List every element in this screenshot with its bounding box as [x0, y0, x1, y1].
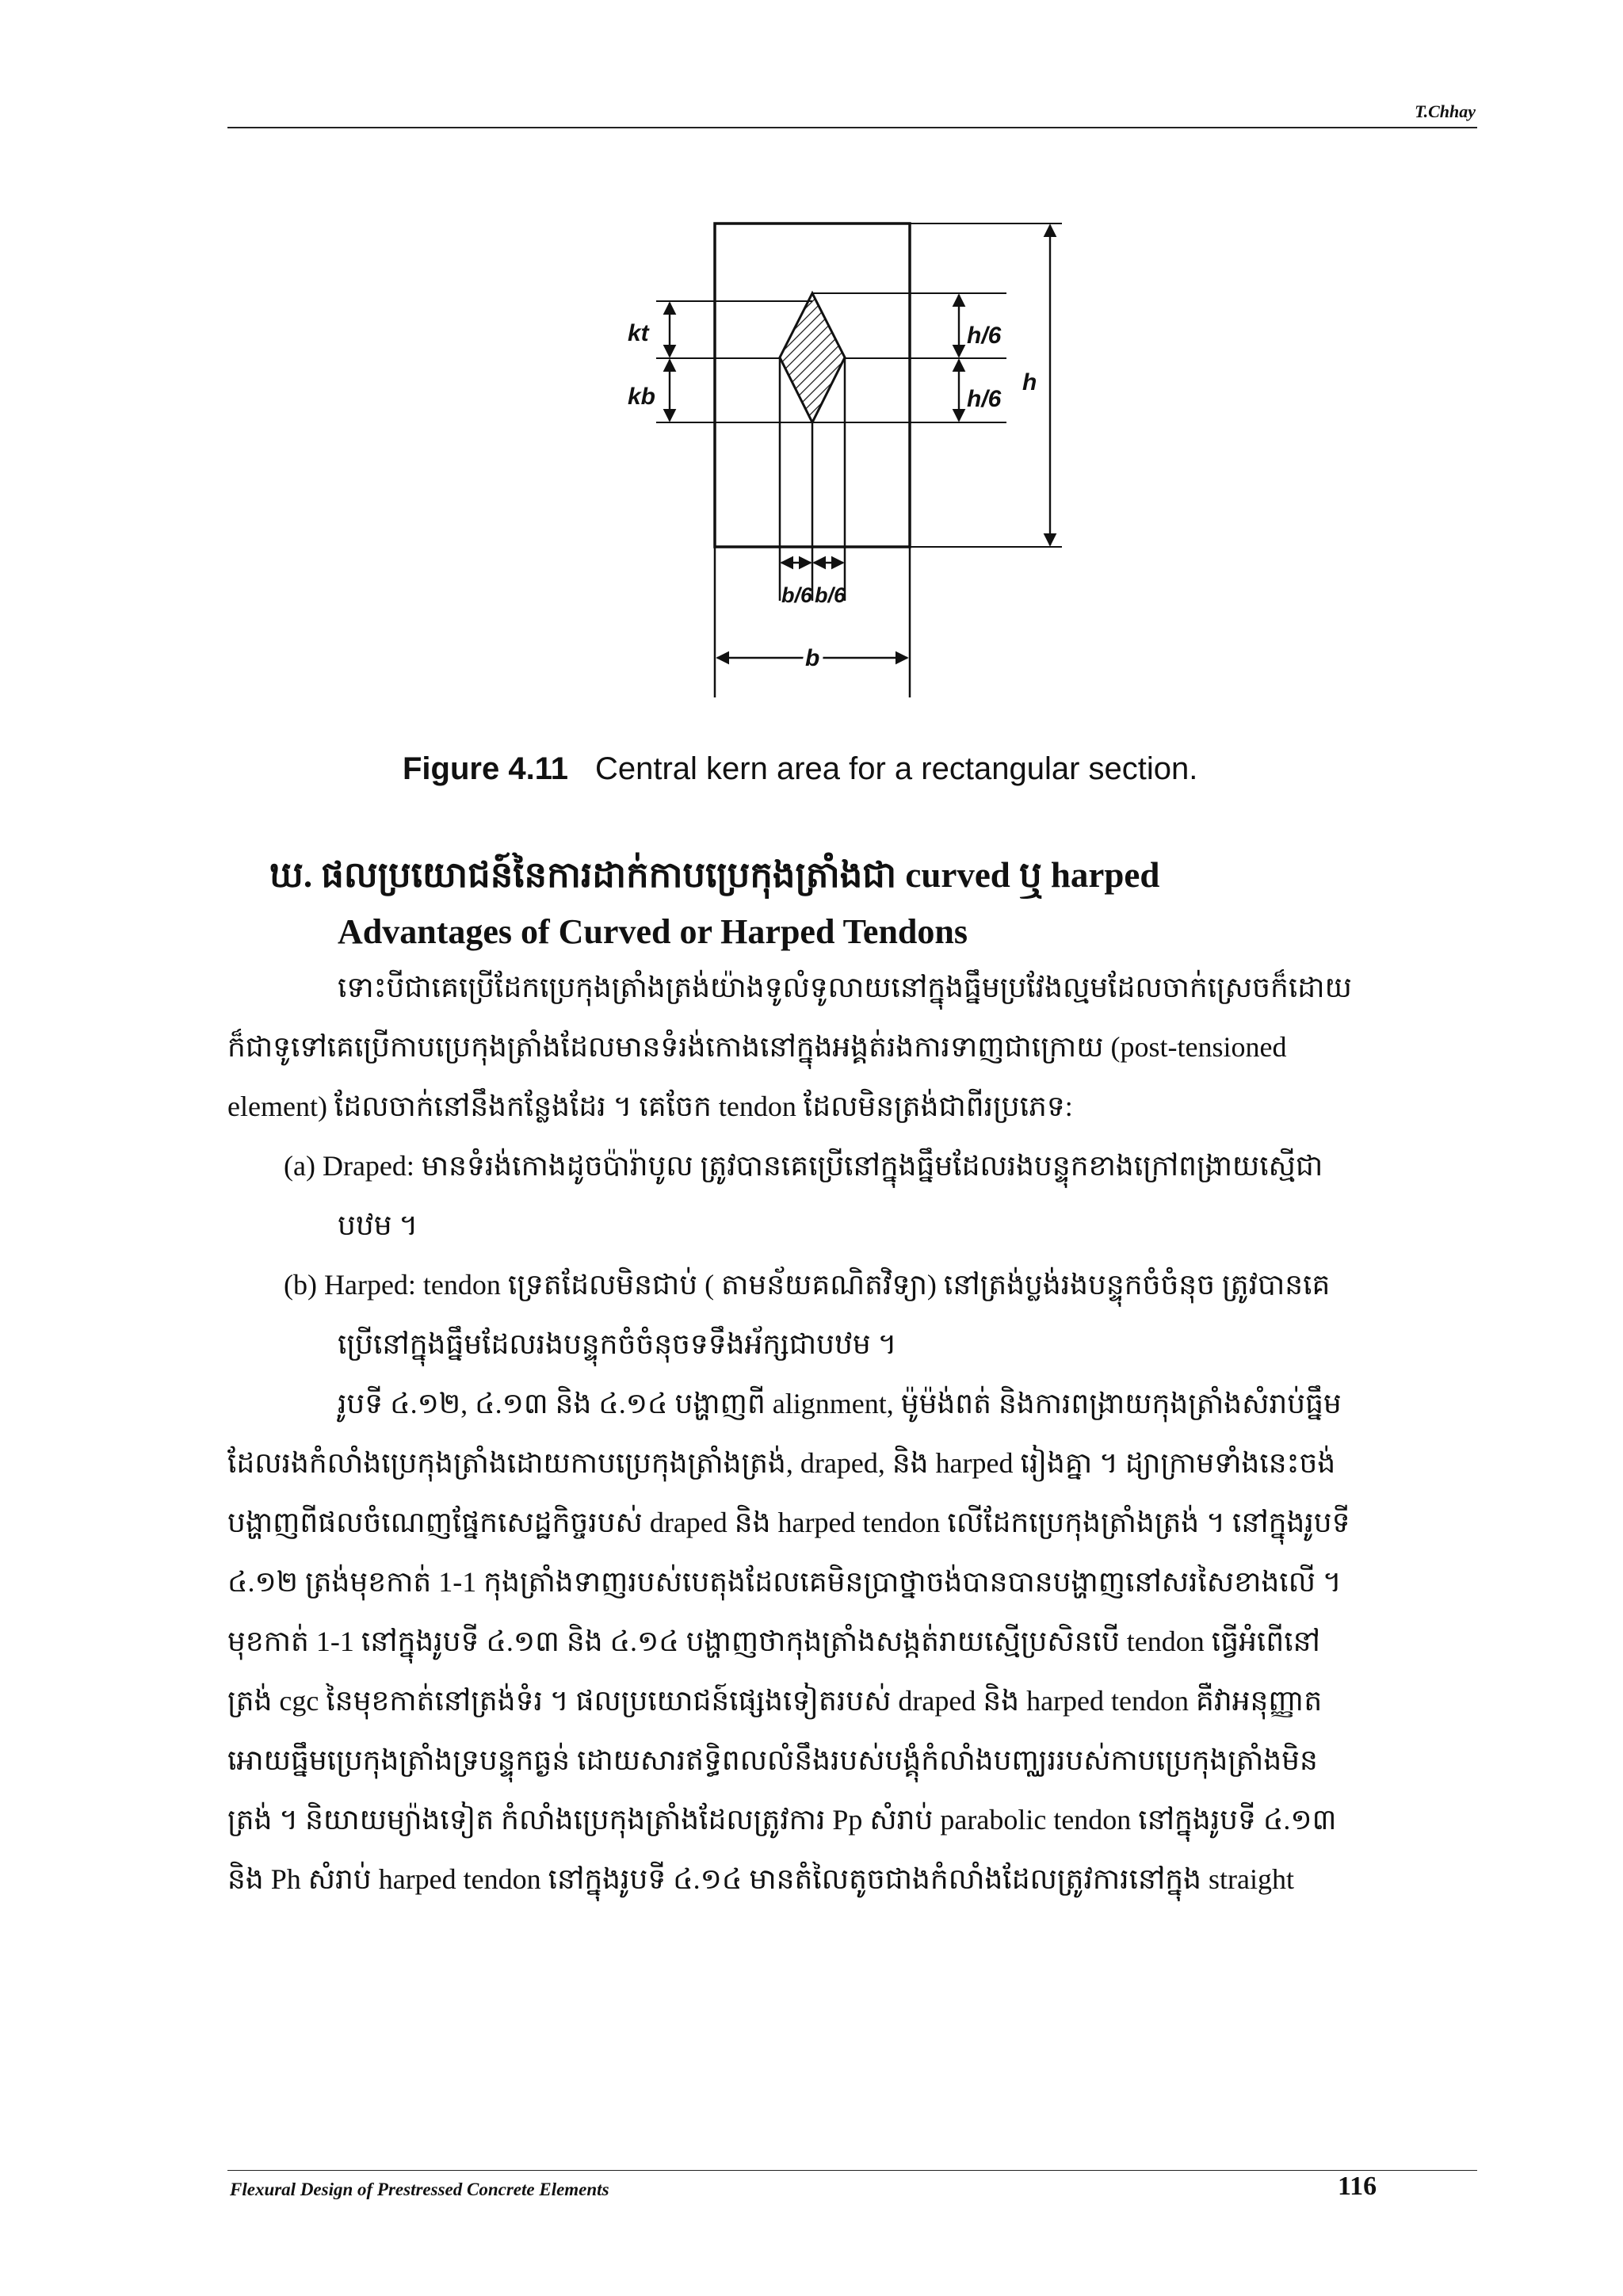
b6-right-label: b/6: [815, 583, 846, 607]
footer-title: Flexural Design of Prestressed Concrete Elements: [230, 2179, 609, 2199]
paragraph-line: អោយធ្នឹមប្រេកុងត្រាំងទ្របន្ទុកធ្ងន់ ដោយសារឥទ្ធិពលលំនឹងរបស់បង្គុំកំលាំងបញ្ឈររបស់កាបប្រេកុងត្រាំងមិន: [227, 1744, 1318, 1776]
paragraph-line: ត្រង់ cgc នៃមុខកាត់នៅត្រង់ទំរ ។ ផលប្រយោជន៍ផ្សេងទៀតរបស់ draped និង harped tendon គឺវាអនុញ្ញាត: [227, 1685, 1323, 1717]
footer-rule: [227, 2170, 1477, 2171]
h-label: h: [1022, 369, 1037, 395]
header-rule: [227, 127, 1477, 128]
paragraph-line: មុខកាត់ 1-1 នៅក្នុងរូបទី ៤.១៣ និង ៤.១៤ បង្ហាញថាកុងត្រាំងសង្កត់រាយស្មើប្រសិនបើ tendon ធ្វើអំពើនៅ: [227, 1626, 1320, 1657]
paragraph-line: ដែលរងកំលាំងប្រេកុងត្រាំងដោយកាបប្រេកុងត្រាំងត្រង់, draped, និង harped រៀងគ្នា ។ ដ្យាក្រាមទាំងនេះចង់: [227, 1447, 1336, 1479]
list-item-b-cont: ប្រើនៅក្នុងធ្នឹមដែលរងបន្ទុកចំចំនុចទទឹងអ័ក្សជាបឋម ។: [338, 1328, 897, 1360]
figure-caption: [403, 751, 1197, 787]
kern-area-figure: [586, 214, 1094, 713]
paragraph-line: element) ដែលចាក់នៅនឹងកន្លែងដែរ ។ គេចែក tendon ដែលមិនត្រង់ជាពីរប្រភេទ:: [227, 1091, 1073, 1122]
section-subheading: Advantages of Curved or Harped Tendons: [338, 912, 968, 951]
figure-caption-text: Central kern area for a rectangular section.: [594, 751, 1198, 786]
h6-top-label: h/6: [967, 323, 1002, 349]
kt-label: kt: [628, 320, 649, 346]
list-item-a: (a) Draped: មានទំរង់កោងដូចប៉ារ៉ាបូល ត្រូវបានគេប្រើនៅក្នុងធ្នឹមដែលរងបន្ទុកខាងក្រៅពង្រាយស្មើជា: [284, 1150, 1323, 1182]
h6-bottom-label: h/6: [967, 386, 1002, 412]
header-author: T.Chhay: [1415, 101, 1476, 121]
paragraph-line: ៤.១២ ត្រង់មុខកាត់ 1-1 កុងត្រាំងទាញរបស់បេតុងដែលគេមិនប្រាថ្នាចង់បានបានបង្ហាញនៅសរសៃខាងលើ ។: [227, 1566, 1342, 1598]
section-heading: ឃ. ផលប្រយោជន៍នៃការដាក់កាបប្រេកុងត្រាំងជា curved ឬ harped: [269, 855, 1160, 895]
list-item-a-cont: បឋម ។: [338, 1209, 418, 1241]
figure-number: Figure 4.11: [403, 751, 568, 786]
b-label: b: [805, 645, 820, 671]
paragraph-line: ទោះបីជាគេប្រើដែកប្រេកុងត្រាំងត្រង់យ៉ាងទូលំទូលាយនៅក្នុងធ្នឹមប្រវែងល្មមដែលចាក់ស្រេចក៏ដោយ: [338, 972, 1352, 1003]
kern-diamond: [780, 293, 845, 422]
page-number: 116: [1338, 2172, 1377, 2201]
paragraph-line: រូបទី ៤.១២, ៤.១៣ និង ៤.១៤ បង្ហាញពី alignment, ម៉ូម៉ង់ពត់ និងការពង្រាយកុងត្រាំងសំរាប់ធ្នឹម: [338, 1388, 1342, 1419]
b6-left-label: b/6: [781, 583, 813, 607]
list-item-b: (b) Harped: tendon ទ្រេតដែលមិនជាប់ ( តាមន័យគណិតវិទ្យា) នៅត្រង់ប្លង់រងបន្ទុកចំចំនុច ត្រូវបានគេ: [284, 1269, 1331, 1301]
paragraph-line: ត្រង់ ។ និយាយម្យ៉ាងទៀត កំលាំងប្រេកុងត្រាំងដែលត្រូវការ Pp សំរាប់ parabolic tendon នៅក្នុងរូបទី ៤.១៣: [227, 1804, 1337, 1836]
paragraph-line: និង Ph សំរាប់ harped tendon នៅក្នុងរូបទី ៤.១៤ មានតំលៃតូចជាងកំលាំងដែលត្រូវការនៅក្នុង straight: [227, 1863, 1294, 1895]
kb-label: kb: [628, 384, 656, 410]
kern-diagram: [586, 214, 1094, 713]
paragraph-line: ក៏ជាទូទៅគេប្រើកាបប្រេកុងត្រាំងដែលមានទំរង់កោងនៅក្នុងអង្គត់រងការទាញជាក្រោយ (post-tensioned: [227, 1031, 1287, 1063]
paragraph-line: បង្ហាញពីផលចំណេញផ្នែកសេដ្ឋកិច្ចរបស់ draped និង harped tendon លើដែកប្រេកុងត្រាំងត្រង់ ។ នៅក្នុងរូបទី: [227, 1507, 1350, 1538]
